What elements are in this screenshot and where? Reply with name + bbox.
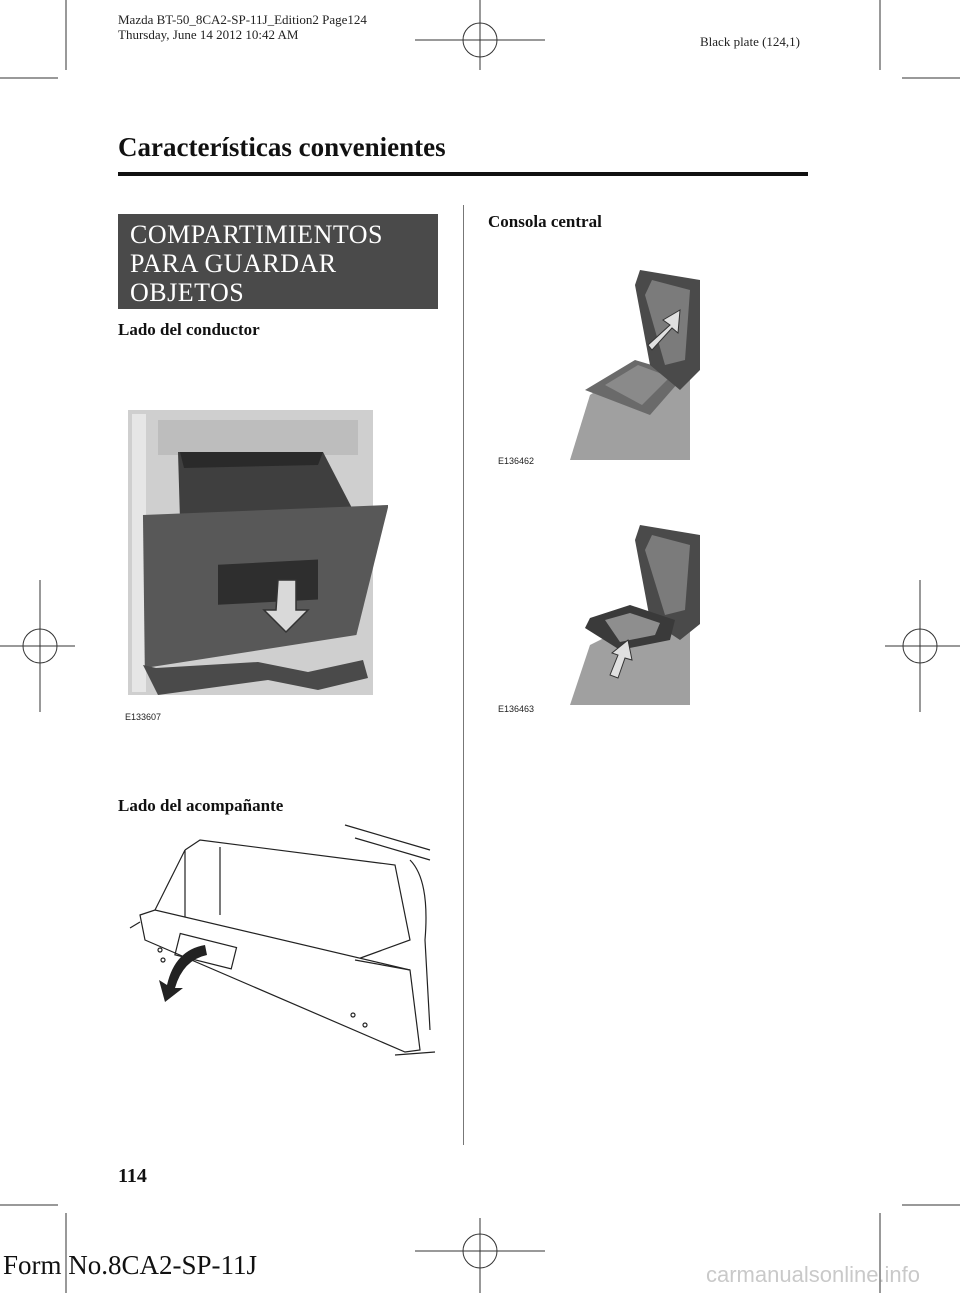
banner-line-3: OBJETOS xyxy=(130,278,245,307)
watermark: carmanualsonline.info xyxy=(706,1262,921,1287)
driver-glovebox-illustration xyxy=(118,410,388,725)
print-header-line1: Mazda BT-50_8CA2-SP-11J_Edition2 Page124 xyxy=(118,12,367,27)
column-divider xyxy=(463,205,464,1145)
console-figure-code-2: E136463 xyxy=(498,704,535,714)
section-title: Características convenientes xyxy=(118,132,446,162)
driver-figure-code: E133607 xyxy=(125,712,162,722)
banner-line-2: PARA GUARDAR xyxy=(130,249,337,278)
console-heading: Consola central xyxy=(488,212,602,231)
title-rule xyxy=(118,172,808,176)
page-number: 114 xyxy=(118,1165,147,1187)
print-header xyxy=(118,12,367,42)
console-illustration-2 xyxy=(560,520,700,710)
banner-line-1: COMPARTIMIENTOS xyxy=(130,220,383,249)
console-figure-code-1: E136462 xyxy=(498,456,535,466)
passenger-side-heading: Lado del acompañante xyxy=(118,796,284,815)
section-banner xyxy=(118,214,438,309)
print-header-line2: Thursday, June 14 2012 10:42 AM xyxy=(118,27,299,42)
footer-form-number: Form No.8CA2-SP-11J xyxy=(3,1250,258,1280)
plate-label: Black plate (124,1) xyxy=(700,34,800,49)
driver-side-heading: Lado del conductor xyxy=(118,320,260,339)
console-illustration-1 xyxy=(560,265,700,465)
passenger-glovebox-illustration xyxy=(125,820,445,1060)
